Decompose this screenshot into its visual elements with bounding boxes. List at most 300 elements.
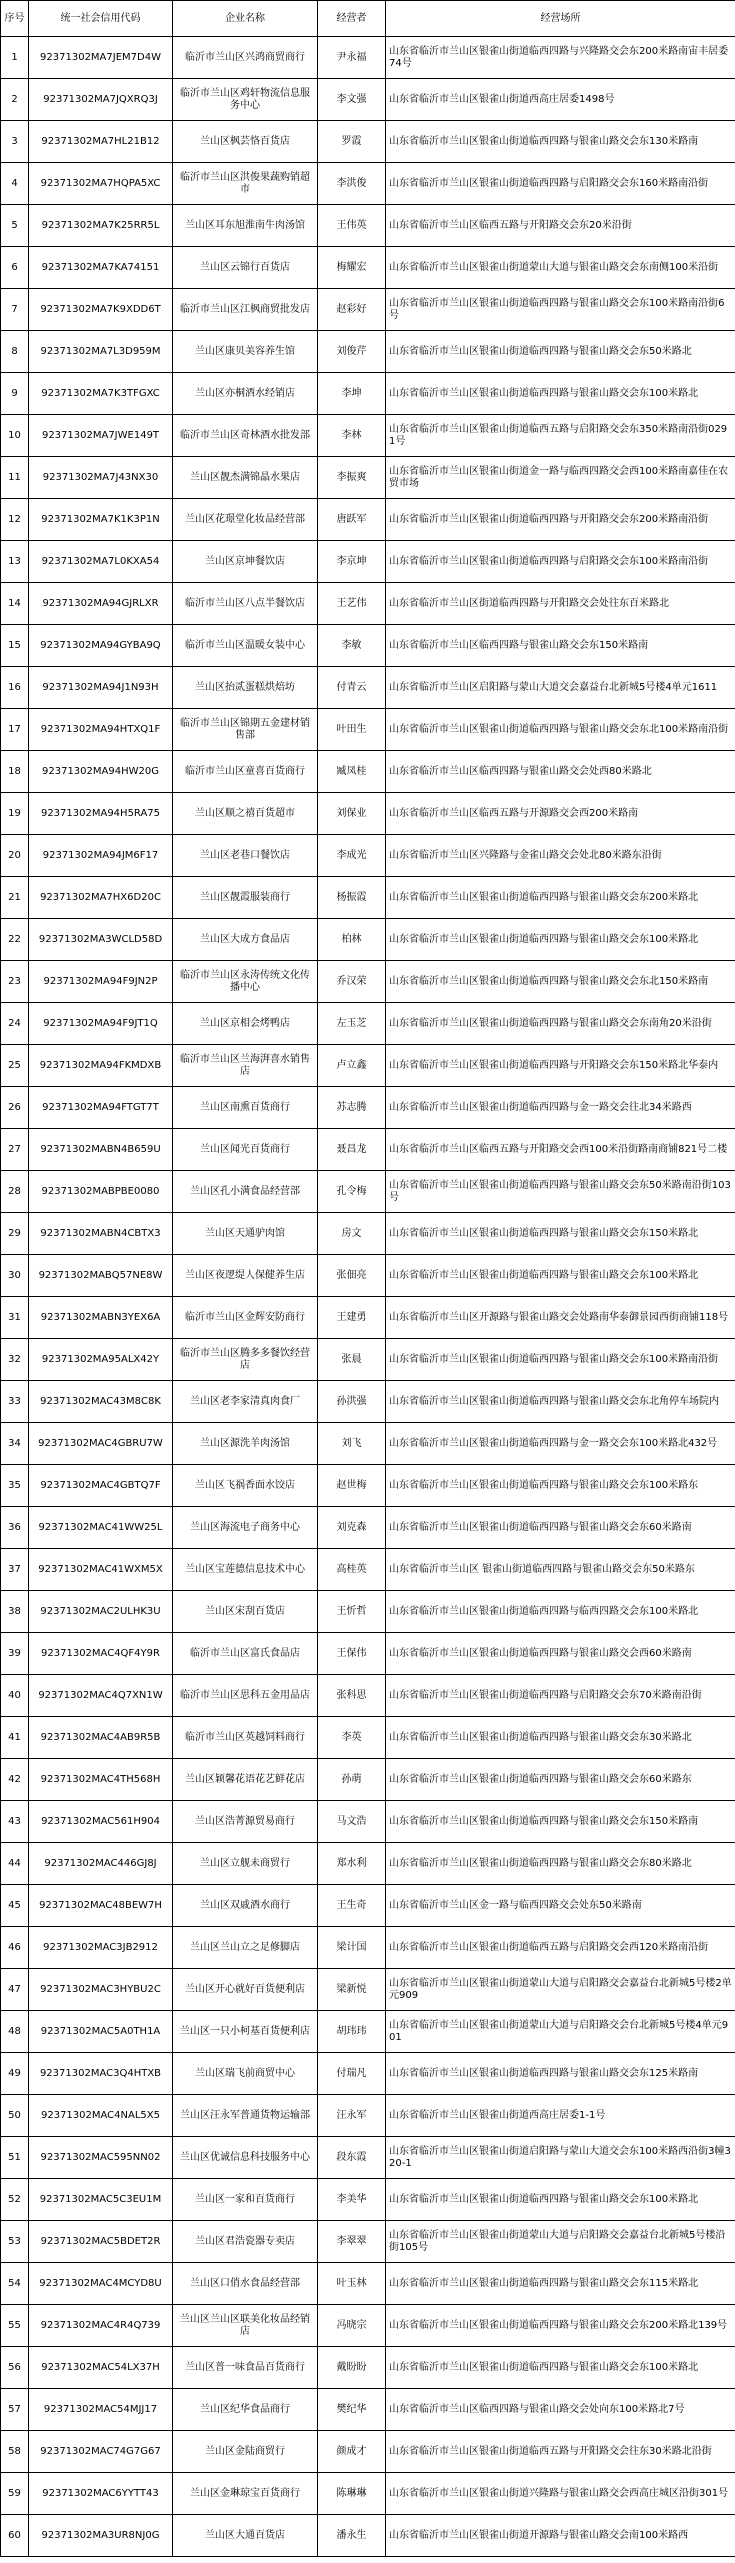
table-row [1,1003,735,1045]
company-name-cell: 临沂市兰山区鸡轩物流信息服务中心 [173,79,318,121]
table-row [1,163,735,205]
operator-cell: 王保伟 [318,1633,386,1675]
company-name-cell: 兰山区兰山立之足修脚店 [173,1927,318,1969]
operator-cell: 李林 [318,415,386,457]
company-name-cell: 兰山区老李家清真肉食厂 [173,1381,318,1423]
credit-code-cell: 92371302MA94HTXQ1F [29,709,173,751]
row-index: 56 [1,2347,29,2389]
address-cell: 山东省临沂市兰山区临西五路与开阳路交会西100米沿街路南商铺821号二楼 [386,1129,735,1171]
credit-code-cell: 92371302MA7K9XDD6T [29,289,173,331]
company-name-cell: 兰山区源洗羊肉汤馆 [173,1423,318,1465]
address-cell: 山东省临沂市兰山区 银雀山街道临西四路与银雀山路交会东50米路东 [386,1549,735,1591]
address-cell: 山东省临沂市兰山区临西四路与银雀山路交会处西80米路北 [386,751,735,793]
credit-code-cell: 92371302MA7HX6D20C [29,877,173,919]
row-index: 31 [1,1297,29,1339]
operator-cell: 聂昌龙 [318,1129,386,1171]
operator-cell: 张科思 [318,1675,386,1717]
company-name-cell: 兰山区金琳琼宝百货商行 [173,2473,318,2515]
address-cell: 山东省临沂市兰山区银雀山街道临西四路与银雀山路交会东200米路北139号 [386,2305,735,2347]
company-name-cell: 兰山区京相会烤鸭店 [173,1003,318,1045]
credit-code-cell: 92371302MA7JWE149T [29,415,173,457]
operator-cell: 卢立鑫 [318,1045,386,1087]
table-row [1,1087,735,1129]
operator-cell: 叶田生 [318,709,386,751]
address-cell: 山东省临沂市兰山区银雀山街道临西四路与银雀山路交会东60米路南 [386,1507,735,1549]
row-index: 50 [1,2095,29,2137]
address-cell: 山东省临沂市兰山区银雀山街道蒙山大道与银雀山路交会东南侧100米沿街 [386,247,735,289]
credit-code-cell: 92371302MAC4QF4Y9R [29,1633,173,1675]
operator-cell: 唐跃军 [318,499,386,541]
operator-cell: 刘保业 [318,793,386,835]
operator-cell: 王忻哲 [318,1591,386,1633]
row-index: 4 [1,163,29,205]
address-cell: 山东省临沂市兰山区银雀山街道临西四路与金一路交会往北34米路西 [386,1087,735,1129]
table-row [1,1465,735,1507]
address-cell: 山东省临沂市兰山区银雀山街道蒙山大道与启阳路交会台北新城5号楼4单元901 [386,2011,735,2053]
operator-cell: 梁新悦 [318,1969,386,2011]
operator-cell: 赵世梅 [318,1465,386,1507]
table-row [1,961,735,1003]
company-name-cell: 兰山区兰山区联美化妆品经销店 [173,2305,318,2347]
address-cell: 山东省临沂市兰山区银雀山街道临西四路与启阳路交会东70米路南沿街 [386,1675,735,1717]
header-operator: 经营者 [318,1,386,37]
table-row [1,2011,735,2053]
operator-cell: 孙洪强 [318,1381,386,1423]
address-cell: 山东省临沂市兰山区银雀山街道临西五路与开阳路交会往东30米路北沿街 [386,2431,735,2473]
row-index: 38 [1,1591,29,1633]
company-name-cell: 兰山区君浩瓷器专卖店 [173,2221,318,2263]
credit-code-cell: 92371302MAC54LX37H [29,2347,173,2389]
credit-code-cell: 92371302MA7JEM7D4W [29,37,173,79]
row-index: 26 [1,1087,29,1129]
operator-cell: 李成光 [318,835,386,877]
address-cell: 山东省临沂市兰山区银雀山街道兴隆路与银雀山路交会西高庄城区沿街301号 [386,2473,735,2515]
operator-cell: 付瑞凡 [318,2053,386,2095]
operator-cell: 梅耀宏 [318,247,386,289]
credit-code-cell: 92371302MAC3Q4HTXB [29,2053,173,2095]
address-cell: 山东省临沂市兰山区银雀山街道临西四路与银雀山路交会东80米路北 [386,1843,735,1885]
company-name-cell: 兰山区口俏水食品经营部 [173,2263,318,2305]
credit-code-cell: 92371302MA94F9JN2P [29,961,173,1003]
credit-code-cell: 92371302MA3WCLD58D [29,919,173,961]
operator-cell: 李翠翠 [318,2221,386,2263]
header-business-address: 经营场所 [386,1,735,37]
row-index: 10 [1,415,29,457]
address-cell: 山东省临沂市兰山区银雀山街道临西四路与银雀山路交会东50米路南沿街103号 [386,1171,735,1213]
row-index: 43 [1,1801,29,1843]
table-row [1,2053,735,2095]
row-index: 39 [1,1633,29,1675]
table-row [1,2347,735,2389]
credit-code-cell: 92371302MAC54MJJ17 [29,2389,173,2431]
table-row [1,1969,735,2011]
credit-code-cell: 92371302MAC43M8C8K [29,1381,173,1423]
company-name-cell: 兰山区云锦行百货店 [173,247,318,289]
operator-cell: 王艺伟 [318,583,386,625]
credit-code-cell: 92371302MAC561H904 [29,1801,173,1843]
address-cell: 山东省临沂市兰山区银雀山街道临西四路与银雀山路交会东100米路北 [386,373,735,415]
credit-code-cell: 92371302MA7KA74151 [29,247,173,289]
operator-cell: 梁计国 [318,1927,386,1969]
operator-cell: 刘克森 [318,1507,386,1549]
operator-cell: 罗霞 [318,121,386,163]
company-name-cell: 临沂市兰山区奇林酒水批发部 [173,415,318,457]
credit-code-cell: 92371302MAC5C3EU1M [29,2179,173,2221]
credit-code-cell: 92371302MAC4MCYD8U [29,2263,173,2305]
address-cell: 山东省临沂市兰山区银雀山街道临西四路与银雀山路交会东115米路北 [386,2263,735,2305]
address-cell: 山东省临沂市兰山区兴隆路与金雀山路交会处北80米路东沿街 [386,835,735,877]
credit-code-cell: 92371302MABQ57NE8W [29,1255,173,1297]
table-row [1,37,735,79]
table-row [1,1507,735,1549]
address-cell: 山东省临沂市兰山区银雀山街道蒙山大道与启阳路交会嘉益台北新城5号楼2单元909 [386,1969,735,2011]
row-index: 3 [1,121,29,163]
address-cell: 山东省临沂市兰山区银雀山街道临西四路与临西四路交会东100米路北 [386,1591,735,1633]
address-cell: 山东省临沂市兰山区临西五路与开源路交会西200米路南 [386,793,735,835]
operator-cell: 苏志腾 [318,1087,386,1129]
operator-cell: 胡玮玮 [318,2011,386,2053]
credit-code-cell: 92371302MA94GJRLXR [29,583,173,625]
credit-code-cell: 92371302MA94FTGT7T [29,1087,173,1129]
table-row [1,877,735,919]
credit-code-cell: 92371302MABN3YEX6A [29,1297,173,1339]
operator-cell: 樊纪华 [318,2389,386,2431]
row-index: 55 [1,2305,29,2347]
credit-code-cell: 92371302MAC74G7G67 [29,2431,173,2473]
table-row [1,1129,735,1171]
operator-cell: 赵彩好 [318,289,386,331]
company-name-cell: 兰山区孔小满食品经营部 [173,1171,318,1213]
address-cell: 山东省临沂市兰山区银雀山街道临西五路与启阳路交会东350米路南沿街0291号 [386,415,735,457]
header-company-name: 企业名称 [173,1,318,37]
row-index: 8 [1,331,29,373]
address-cell: 山东省临沂市兰山区银雀山街道临西四路与银雀山路交会东100米路北 [386,1255,735,1297]
row-index: 48 [1,2011,29,2053]
row-index: 12 [1,499,29,541]
credit-code-cell: 92371302MA7K3TFGXC [29,373,173,415]
table-header [1,1,735,37]
table-row [1,1717,735,1759]
row-index: 6 [1,247,29,289]
operator-cell: 马文浩 [318,1801,386,1843]
header-credit-code: 统一社会信用代码 [29,1,173,37]
table-row [1,2473,735,2515]
row-index: 13 [1,541,29,583]
address-cell: 山东省临沂市兰山区银雀山街道临西四路与银雀山路交会西60米路南 [386,1633,735,1675]
company-name-cell: 兰山区亦桐酒水经销店 [173,373,318,415]
table-row [1,1633,735,1675]
table-row [1,1843,735,1885]
credit-code-cell: 92371302MAC3JB2912 [29,1927,173,1969]
address-cell: 山东省临沂市兰山区银雀山街道西高庄居委1-1号 [386,2095,735,2137]
company-name-cell: 兰山区靓霞服装商行 [173,877,318,919]
address-cell: 山东省临沂市兰山区临西四路与银雀山路交会东150米路南 [386,625,735,667]
row-index: 18 [1,751,29,793]
row-index: 54 [1,2263,29,2305]
operator-cell: 张晨 [318,1339,386,1381]
operator-cell: 李文强 [318,79,386,121]
company-name-cell: 兰山区枫芸恪百货店 [173,121,318,163]
table-row [1,1423,735,1465]
row-index: 57 [1,2389,29,2431]
row-index: 33 [1,1381,29,1423]
credit-code-cell: 92371302MA7HL21B12 [29,121,173,163]
credit-code-cell: 92371302MAC4GBRU7W [29,1423,173,1465]
address-cell: 山东省临沂市兰山区街道临西四路与开阳路交会处往东百米路北 [386,583,735,625]
row-index: 51 [1,2137,29,2179]
table-row [1,289,735,331]
operator-cell: 李英 [318,1717,386,1759]
operator-cell: 王建勇 [318,1297,386,1339]
row-index: 28 [1,1171,29,1213]
address-cell: 山东省临沂市兰山区银雀山街道临西四路与开阳路交会东200米路南沿街 [386,499,735,541]
operator-cell: 郑水利 [318,1843,386,1885]
company-name-cell: 兰山区闻光百货商行 [173,1129,318,1171]
credit-code-cell: 92371302MAC595NN02 [29,2137,173,2179]
table-row [1,1759,735,1801]
company-name-cell: 兰山区立舰未商贸行 [173,1843,318,1885]
row-index: 21 [1,877,29,919]
row-index: 30 [1,1255,29,1297]
credit-code-cell: 92371302MAC4R4Q739 [29,2305,173,2347]
table-row [1,457,735,499]
table-row [1,625,735,667]
table-row [1,1927,735,1969]
row-index: 42 [1,1759,29,1801]
company-name-cell: 兰山区一家和百货商行 [173,2179,318,2221]
row-index: 60 [1,2515,29,2557]
operator-cell: 李敏 [318,625,386,667]
row-index: 59 [1,2473,29,2515]
operator-cell: 潘永生 [318,2515,386,2557]
row-index: 19 [1,793,29,835]
table-row [1,1801,735,1843]
company-name-cell: 临沂市兰山区富氏食品店 [173,1633,318,1675]
credit-code-cell: 92371302MAC48BEW7H [29,1885,173,1927]
operator-cell: 李坤 [318,373,386,415]
company-name-cell: 兰山区海流电子商务中心 [173,1507,318,1549]
address-cell: 山东省临沂市兰山区银雀山街道临西四路与开阳路交会东150米路北华泰内 [386,1045,735,1087]
company-name-cell: 兰山区京坤餐饮店 [173,541,318,583]
company-name-cell: 兰山区南熏百货商行 [173,1087,318,1129]
address-cell: 山东省临沂市兰山区银雀山街道临西四路与兴隆路交会东200米路南宙丰居委74号 [386,37,735,79]
row-index: 16 [1,667,29,709]
company-name-cell: 临沂市兰山区腾多多餐饮经营店 [173,1339,318,1381]
table-row [1,2137,735,2179]
table-row [1,1297,735,1339]
table-row [1,121,735,163]
operator-cell: 高桂英 [318,1549,386,1591]
credit-code-cell: 92371302MA7JQXRQ3J [29,79,173,121]
table-row [1,1381,735,1423]
row-index: 49 [1,2053,29,2095]
address-cell: 山东省临沂市兰山区银雀山街道临西四路与银雀山路交会东100米路北 [386,919,735,961]
credit-code-cell: 92371302MAC4Q7XN1W [29,1675,173,1717]
address-cell: 山东省临沂市兰山区银雀山街道蒙山大道与启阳路交会嘉益台北新城5号楼沿街105号 [386,2221,735,2263]
company-name-cell: 临沂市兰山区永涛传统文化传播中心 [173,961,318,1003]
row-index: 45 [1,1885,29,1927]
company-name-cell: 兰山区双戚酒水商行 [173,1885,318,1927]
company-name-cell: 兰山区大通百货店 [173,2515,318,2557]
credit-code-cell: 92371302MA3UR8NJ0G [29,2515,173,2557]
header-index: 序号 [1,1,29,37]
company-name-cell: 兰山区纪华食品商行 [173,2389,318,2431]
operator-cell: 刘飞 [318,1423,386,1465]
credit-code-cell: 92371302MAC4AB9R5B [29,1717,173,1759]
table-row [1,373,735,415]
row-index: 1 [1,37,29,79]
company-name-cell: 兰山区耳东旭淮南牛肉汤馆 [173,205,318,247]
address-cell: 山东省临沂市兰山区银雀山街道临西四路与银雀山路交会东100米路北 [386,2179,735,2221]
operator-cell: 颜成才 [318,2431,386,2473]
row-index: 41 [1,1717,29,1759]
address-cell: 山东省临沂市兰山区银雀山街道临西四路与银雀山路交会东北角停车场院内 [386,1381,735,1423]
table-row [1,2389,735,2431]
address-cell: 山东省临沂市兰山区临西四路与银雀山路交会处向东100米路北7号 [386,2389,735,2431]
operator-cell: 段东霞 [318,2137,386,2179]
operator-cell: 李振爽 [318,457,386,499]
row-index: 5 [1,205,29,247]
row-index: 23 [1,961,29,1003]
operator-cell: 李洪俊 [318,163,386,205]
company-name-cell: 临沂市兰山区兴鸿商贸商行 [173,37,318,79]
credit-code-cell: 92371302MA94J1N93H [29,667,173,709]
row-index: 52 [1,2179,29,2221]
row-index: 46 [1,1927,29,1969]
operator-cell: 孙萌 [318,1759,386,1801]
table-row [1,1213,735,1255]
credit-code-cell: 92371302MABN4CBTX3 [29,1213,173,1255]
address-cell: 山东省临沂市兰山区银雀山街道临西四路与启阳路交会东100米路南沿街 [386,541,735,583]
company-name-cell: 兰山区抬贰蛋糕烘焙坊 [173,667,318,709]
table-row [1,205,735,247]
company-name-cell: 兰山区夜逻缇人保健养生店 [173,1255,318,1297]
row-index: 37 [1,1549,29,1591]
company-name-cell: 兰山区老巷口餐饮店 [173,835,318,877]
row-index: 24 [1,1003,29,1045]
row-index: 29 [1,1213,29,1255]
row-index: 58 [1,2431,29,2473]
credit-code-cell: 92371302MA7L3D959M [29,331,173,373]
table-row [1,793,735,835]
table-row [1,835,735,877]
company-name-cell: 临沂市兰山区洪俊果蔬购销超市 [173,163,318,205]
operator-cell: 左玉芝 [318,1003,386,1045]
operator-cell: 杨振霞 [318,877,386,919]
row-index: 53 [1,2221,29,2263]
address-cell: 山东省临沂市兰山区启阳路与蒙山大道交会嘉益台北新城5号楼4单元1611 [386,667,735,709]
address-cell: 山东省临沂市兰山区银雀山街道临西四路与银雀山路交会东北150米路南 [386,961,735,1003]
row-index: 7 [1,289,29,331]
credit-code-cell: 92371302MAC41WXM5X [29,1549,173,1591]
address-cell: 山东省临沂市兰山区银雀山街道临西四路与银雀山路交会东100米路东 [386,1465,735,1507]
row-index: 9 [1,373,29,415]
company-name-cell: 兰山区开心就好百货便利店 [173,1969,318,2011]
row-index: 36 [1,1507,29,1549]
table-row [1,247,735,289]
table-row [1,1255,735,1297]
credit-code-cell: 92371302MAC3HYBU2C [29,1969,173,2011]
operator-cell: 叶玉林 [318,2263,386,2305]
company-name-cell: 兰山区汪永军普通货物运输部 [173,2095,318,2137]
company-name-cell: 兰山区宋刮百货店 [173,1591,318,1633]
company-name-cell: 临沂市兰山区思科五金用品店 [173,1675,318,1717]
table-row [1,2221,735,2263]
credit-code-cell: 92371302MA7HQPA5XC [29,163,173,205]
row-index: 44 [1,1843,29,1885]
table-row [1,2095,735,2137]
credit-code-cell: 92371302MA95ALX42Y [29,1339,173,1381]
table-row [1,919,735,961]
operator-cell: 乔汉荣 [318,961,386,1003]
table-row [1,667,735,709]
table-row [1,1045,735,1087]
credit-code-cell: 92371302MAC5BDET2R [29,2221,173,2263]
address-cell: 山东省临沂市兰山区银雀山街道临西四路与银雀山路交会东100米路北 [386,2347,735,2389]
credit-code-cell: 92371302MAC446GJ8J [29,1843,173,1885]
company-name-cell: 兰山区花璟堂化妆品经营部 [173,499,318,541]
company-name-cell: 兰山区顺之禧百货超市 [173,793,318,835]
operator-cell: 刘俊芹 [318,331,386,373]
company-name-cell: 临沂市兰山区八点半餐饮店 [173,583,318,625]
table-row [1,1171,735,1213]
row-index: 35 [1,1465,29,1507]
credit-code-cell: 92371302MA7K1K3P1N [29,499,173,541]
address-cell: 山东省临沂市兰山区银雀山街道金一路与临西四路交会西100米路南嘉佳在农贸市场 [386,457,735,499]
credit-code-cell: 92371302MA7L0KXA54 [29,541,173,583]
table-body [1,37,735,2557]
company-name-cell: 兰山区大成方食品店 [173,919,318,961]
operator-cell: 付青云 [318,667,386,709]
header-row [1,1,735,37]
credit-code-cell: 92371302MA7J43NX30 [29,457,173,499]
row-index: 2 [1,79,29,121]
credit-code-cell: 92371302MABPBE0080 [29,1171,173,1213]
credit-code-cell: 92371302MA94H5RA75 [29,793,173,835]
credit-code-cell: 92371302MAC4NAL5X5 [29,2095,173,2137]
credit-code-cell: 92371302MABN4B659U [29,1129,173,1171]
credit-code-cell: 92371302MAC4TH568H [29,1759,173,1801]
address-cell: 山东省临沂市兰山区银雀山街道临西四路与银雀山路交会东100米路南沿街6号 [386,289,735,331]
company-name-cell: 兰山区一只小柯基百货便利店 [173,2011,318,2053]
address-cell: 山东省临沂市兰山区银雀山街道临西四路与银雀山路交会东150米路北 [386,1213,735,1255]
operator-cell: 王生奇 [318,1885,386,1927]
credit-code-cell: 92371302MAC2ULHK3U [29,1591,173,1633]
address-cell: 山东省临沂市兰山区银雀山街道临西四路与银雀山路交会东北100米路南沿街 [386,709,735,751]
row-index: 20 [1,835,29,877]
company-name-cell: 兰山区金陆商贸行 [173,2431,318,2473]
operator-cell: 房文 [318,1213,386,1255]
credit-code-cell: 92371302MA94HW20G [29,751,173,793]
table-row [1,1591,735,1633]
operator-cell: 尹永福 [318,37,386,79]
address-cell: 山东省临沂市兰山区银雀山街道临西四路与金一路交会东100米路北432号 [386,1423,735,1465]
table-row [1,499,735,541]
row-index: 25 [1,1045,29,1087]
operator-cell: 李美华 [318,2179,386,2221]
table-row [1,2305,735,2347]
address-cell: 山东省临沂市兰山区银雀山街道临西四路与银雀山路交会东130米路南 [386,121,735,163]
row-index: 32 [1,1339,29,1381]
operator-cell: 张佃亮 [318,1255,386,1297]
row-index: 40 [1,1675,29,1717]
company-name-cell: 兰山区颖馨花语花艺鲜花店 [173,1759,318,1801]
company-name-cell: 兰山区康贝美容养生馆 [173,331,318,373]
company-name-cell: 临沂市兰山区英越饲料商行 [173,1717,318,1759]
table-row [1,583,735,625]
company-name-cell: 兰山区优诚信息科技服务中心 [173,2137,318,2179]
table-row [1,1675,735,1717]
